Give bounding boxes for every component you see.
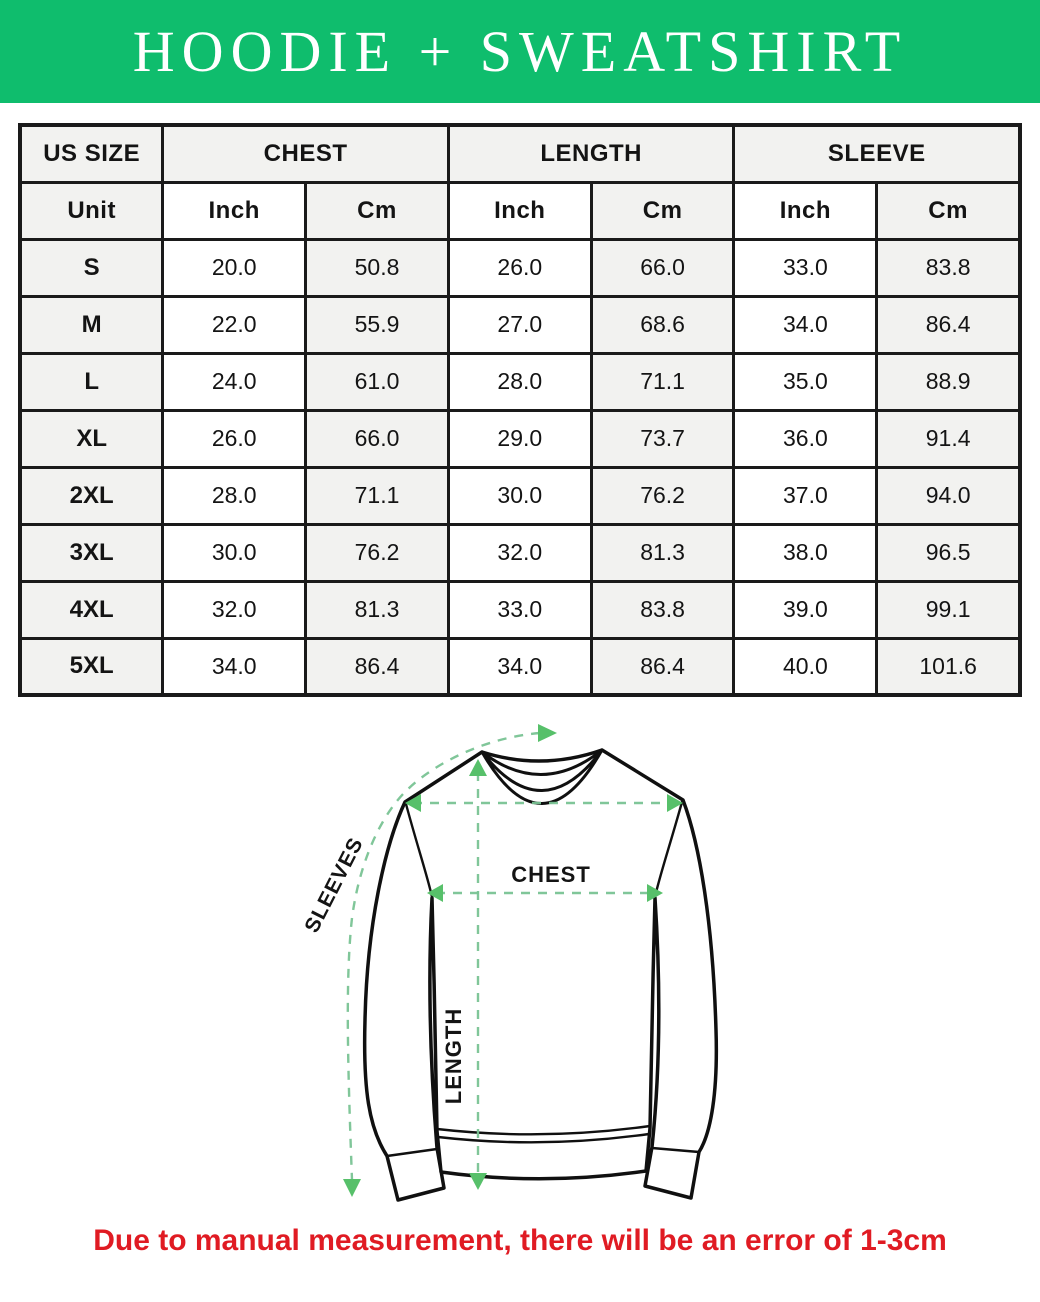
value-cell: 32.0 bbox=[163, 581, 306, 638]
sleeve-cm-header: Cm bbox=[877, 182, 1020, 239]
chest-inch-header: Inch bbox=[163, 182, 306, 239]
value-cell: 55.9 bbox=[306, 296, 449, 353]
sleeves-arrow-top-icon bbox=[538, 724, 557, 742]
value-cell: 91.4 bbox=[877, 410, 1020, 467]
value-cell: 28.0 bbox=[448, 353, 591, 410]
table-row bbox=[20, 353, 1020, 410]
value-cell: 76.2 bbox=[306, 524, 449, 581]
value-cell: 37.0 bbox=[734, 467, 877, 524]
us-size-header: US SIZE bbox=[20, 125, 163, 182]
size-cell: XL bbox=[20, 410, 163, 467]
value-cell: 83.8 bbox=[591, 581, 734, 638]
value-cell: 71.1 bbox=[591, 353, 734, 410]
table-row bbox=[20, 410, 1020, 467]
table-header-groups bbox=[20, 125, 1020, 182]
header-banner bbox=[0, 0, 1040, 103]
value-cell: 26.0 bbox=[163, 410, 306, 467]
size-cell: 5XL bbox=[20, 638, 163, 695]
value-cell: 38.0 bbox=[734, 524, 877, 581]
table-row bbox=[20, 239, 1020, 296]
value-cell: 34.0 bbox=[734, 296, 877, 353]
value-cell: 26.0 bbox=[448, 239, 591, 296]
value-cell: 22.0 bbox=[163, 296, 306, 353]
value-cell: 86.4 bbox=[306, 638, 449, 695]
value-cell: 30.0 bbox=[163, 524, 306, 581]
length-label: LENGTH bbox=[441, 1007, 466, 1105]
value-cell: 88.9 bbox=[877, 353, 1020, 410]
table-row bbox=[20, 638, 1020, 695]
value-cell: 61.0 bbox=[306, 353, 449, 410]
length-arrow-bottom-icon bbox=[469, 1173, 487, 1190]
value-cell: 99.1 bbox=[877, 581, 1020, 638]
value-cell: 30.0 bbox=[448, 467, 591, 524]
measurement-disclaimer: Due to manual measurement, there will be an error of 1-3cm bbox=[93, 1224, 947, 1257]
table-row bbox=[20, 296, 1020, 353]
value-cell: 101.6 bbox=[877, 638, 1020, 695]
value-cell: 34.0 bbox=[448, 638, 591, 695]
size-cell: 4XL bbox=[20, 581, 163, 638]
chest-label: CHEST bbox=[511, 862, 591, 887]
chest-group-header: CHEST bbox=[163, 125, 449, 182]
size-cell: S bbox=[20, 239, 163, 296]
size-cell: 3XL bbox=[20, 524, 163, 581]
value-cell: 81.3 bbox=[591, 524, 734, 581]
value-cell: 27.0 bbox=[448, 296, 591, 353]
value-cell: 40.0 bbox=[734, 638, 877, 695]
value-cell: 35.0 bbox=[734, 353, 877, 410]
table-row bbox=[20, 524, 1020, 581]
value-cell: 33.0 bbox=[734, 239, 877, 296]
sleeve-inch-header: Inch bbox=[734, 182, 877, 239]
value-cell: 81.3 bbox=[306, 581, 449, 638]
value-cell: 86.4 bbox=[877, 296, 1020, 353]
value-cell: 66.0 bbox=[591, 239, 734, 296]
table-row bbox=[20, 581, 1020, 638]
value-cell: 20.0 bbox=[163, 239, 306, 296]
length-group-header: LENGTH bbox=[448, 125, 734, 182]
value-cell: 39.0 bbox=[734, 581, 877, 638]
value-cell: 73.7 bbox=[591, 410, 734, 467]
table-row bbox=[20, 467, 1020, 524]
value-cell: 32.0 bbox=[448, 524, 591, 581]
value-cell: 96.5 bbox=[877, 524, 1020, 581]
value-cell: 86.4 bbox=[591, 638, 734, 695]
sleeves-arrow-bottom-icon bbox=[343, 1179, 361, 1197]
size-chart-table bbox=[18, 123, 1022, 697]
value-cell: 24.0 bbox=[163, 353, 306, 410]
value-cell: 66.0 bbox=[306, 410, 449, 467]
value-cell: 76.2 bbox=[591, 467, 734, 524]
size-cell: L bbox=[20, 353, 163, 410]
table-header-units bbox=[20, 182, 1020, 239]
size-cell: 2XL bbox=[20, 467, 163, 524]
value-cell: 83.8 bbox=[877, 239, 1020, 296]
value-cell: 94.0 bbox=[877, 467, 1020, 524]
length-inch-header: Inch bbox=[448, 182, 591, 239]
sweatshirt-outline bbox=[365, 750, 717, 1200]
value-cell: 34.0 bbox=[163, 638, 306, 695]
value-cell: 68.6 bbox=[591, 296, 734, 353]
size-cell: M bbox=[20, 296, 163, 353]
sleeves-label: SLEEVES bbox=[300, 833, 369, 937]
value-cell: 33.0 bbox=[448, 581, 591, 638]
value-cell: 50.8 bbox=[306, 239, 449, 296]
sleeve-group-header: SLEEVE bbox=[734, 125, 1020, 182]
sweatshirt-measurement-diagram bbox=[300, 700, 760, 1215]
page-title: HOODIE + SWEATSHIRT bbox=[132, 19, 908, 84]
chest-cm-header: Cm bbox=[306, 182, 449, 239]
value-cell: 28.0 bbox=[163, 467, 306, 524]
value-cell: 71.1 bbox=[306, 467, 449, 524]
length-cm-header: Cm bbox=[591, 182, 734, 239]
value-cell: 29.0 bbox=[448, 410, 591, 467]
value-cell: 36.0 bbox=[734, 410, 877, 467]
unit-header: Unit bbox=[20, 182, 163, 239]
